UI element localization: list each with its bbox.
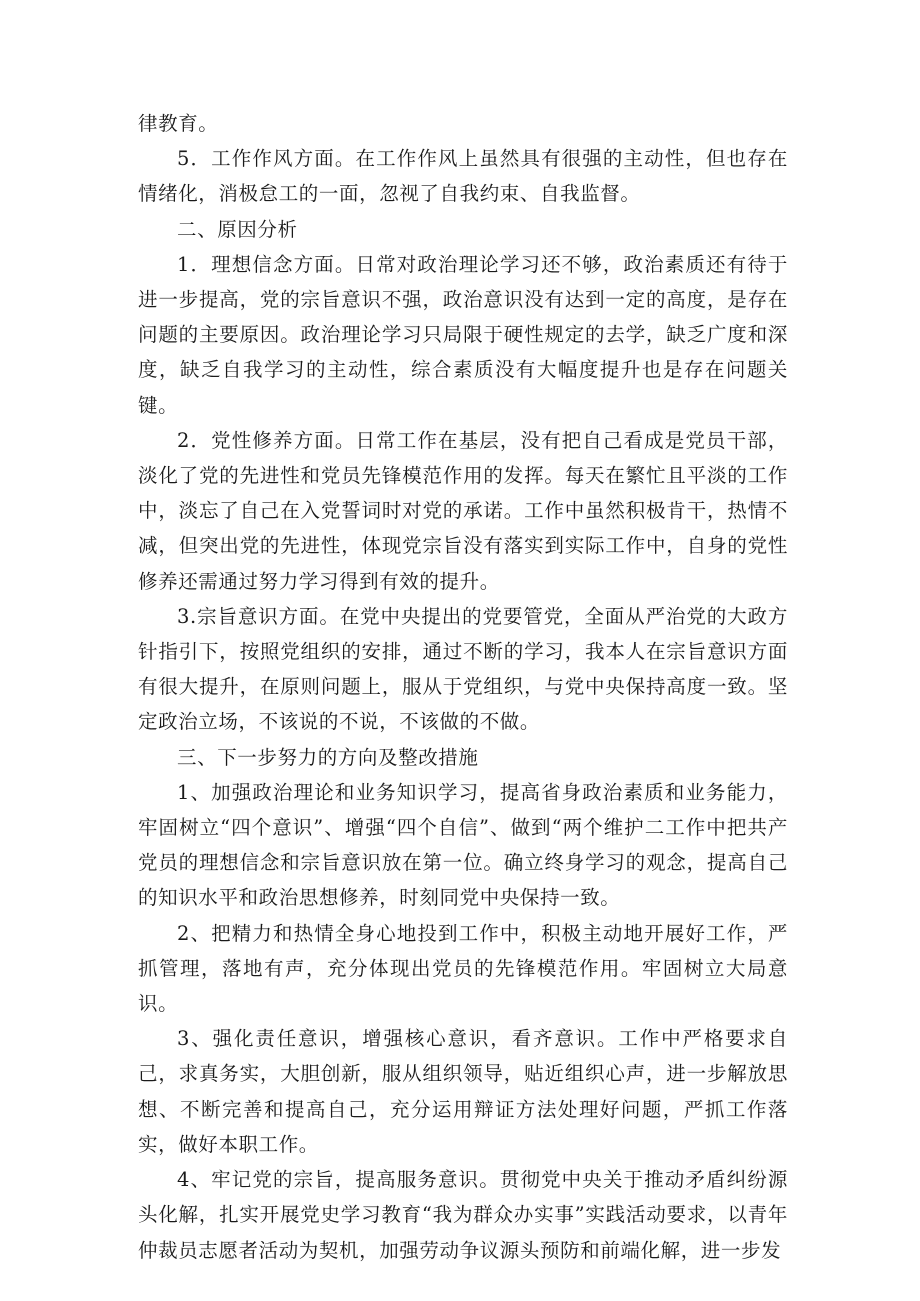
paragraph-work-style: 5．工作作风方面。在工作作风上虽然具有很强的主动性，但也存在情绪化，消极怠工的一面，忽视了自我约束、自我监督。 — [138, 147, 788, 206]
paragraph-measure-4: 4、牢记党的宗旨，提高服务意识。贯彻党中央关于推动矛盾纠纷源头化解，扎实开展党史学习教育“我为群众办实事”实践活动要求，以青年仲裁员志愿者活动为契机，加强劳动争议源头预防和前端化解，进一步发 — [138, 1168, 788, 1262]
paragraph-party-spirit: 2．党性修养方面。日常工作在基层，没有把自己看成是党员干部，淡化了党的先进性和党员先锋模范作用的发挥。每天在繁忙且平淡的工作中，淡忘了自己在入党誓词时对党的承诺。工作中虽然积极肯干，热情不减，但突出党的先进性，体现党宗旨没有落实到实际工作中，自身的党性修养还需通过努力学习得到有效的提升。 — [138, 428, 788, 593]
paragraph-measure-3: 3、强化责任意识，增强核心意识，看齐意识。工作中严格要求自己，求真务实，大胆创新，服从组织领导，贴近组织心声，进一步解放思想、不断完善和提高自己，充分运用辩证方法处理好问题，严抓工作落实，做好本职工作。 — [138, 1027, 788, 1156]
paragraph-purpose-awareness: 3.宗旨意识方面。在党中央提出的党要管党，全面从严治党的大政方针指引下，按照党组织的安排，通过不断的学习，我本人在宗旨意识方面有很大提升，在原则问题上，服从于党组织，与党中央保持高度一致。坚定政治立场，不该说的不说，不该做的不做。 — [138, 604, 788, 734]
paragraph-ideals-beliefs: 1．理想信念方面。日常对政治理论学习还不够，政治素质还有待于进一步提高，党的宗旨意识不强，政治意识没有达到一定的高度，是存在问题的主要原因。政治理论学习只局限于硬性规定的去学，缺乏广度和深度，缺乏自我学习的主动性，综合素质没有大幅度提升也是存在问题关键。 — [138, 252, 788, 417]
document-body — [138, 106, 788, 1268]
section-heading-rectification: 三、下一步努力的方向及整改措施 — [177, 745, 479, 769]
paragraph-measure-1: 1、加强政治理论和业务知识学习，提高省身政治素质和业务能力，牢固树立“四个意识”、增强“四个自信”、做到“两个维护二工作中把共产党员的理想信念和宗旨意识放在第一位。确立终身学习的观念，提高自己的知识水平和政治思想修养，时刻同党中央保持一致。 — [138, 780, 788, 910]
paragraph-continuation: 律教育。 — [138, 112, 219, 135]
paragraph-measure-2: 2、把精力和热情全身心地投到工作中，积极主动地开展好工作，严抓管理，落地有声，充分体现出党员的先锋模范作用。牢固树立大局意识。 — [138, 921, 788, 1016]
section-heading-cause-analysis: 二、原因分析 — [177, 217, 298, 241]
